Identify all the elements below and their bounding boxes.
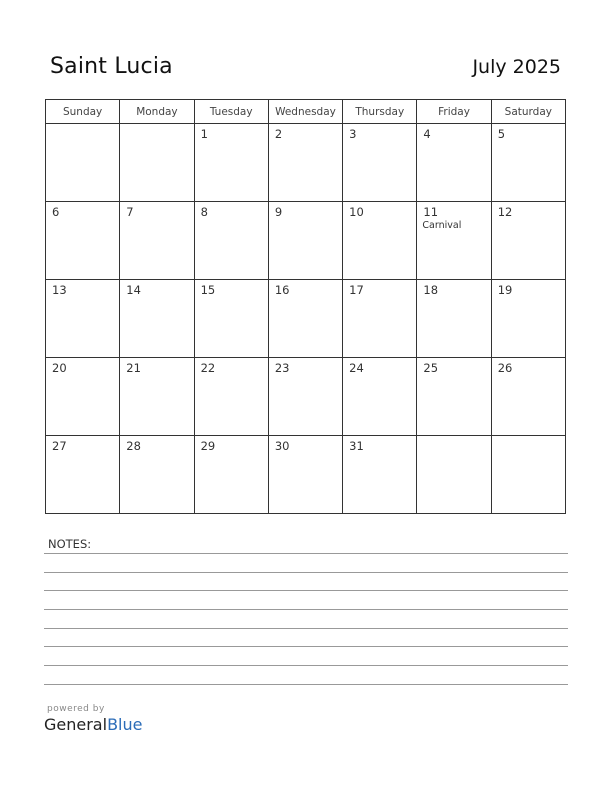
week-row bbox=[46, 124, 566, 202]
country-title: Saint Lucia bbox=[50, 54, 173, 79]
weekday-wednesday: Wednesday bbox=[268, 100, 342, 124]
day-cell bbox=[46, 280, 120, 358]
day-number: 26 bbox=[497, 361, 513, 375]
day-cell bbox=[46, 124, 120, 202]
day-cell-holiday bbox=[417, 202, 491, 280]
day-cell bbox=[194, 280, 268, 358]
notes-line bbox=[44, 684, 568, 685]
notes-line bbox=[44, 646, 568, 647]
week-row bbox=[46, 358, 566, 436]
day-cell bbox=[343, 202, 417, 280]
day-number: 30 bbox=[274, 439, 290, 453]
notes-line bbox=[44, 609, 568, 610]
day-number: 12 bbox=[497, 205, 513, 219]
day-cell bbox=[343, 124, 417, 202]
day-cell bbox=[194, 124, 268, 202]
day-number: 1 bbox=[200, 127, 208, 141]
notes-line bbox=[44, 665, 568, 666]
day-number: 7 bbox=[126, 205, 134, 219]
weekday-tuesday: Tuesday bbox=[194, 100, 268, 124]
day-number: 27 bbox=[52, 439, 67, 453]
day-number: 3 bbox=[349, 127, 357, 141]
day-number: 31 bbox=[349, 439, 364, 453]
day-number: 16 bbox=[274, 283, 290, 297]
week-row bbox=[46, 436, 566, 514]
brand-logo bbox=[44, 704, 142, 734]
notes-line bbox=[44, 628, 568, 629]
day-cell bbox=[194, 436, 268, 514]
day-cell bbox=[343, 436, 417, 514]
month-year-title: July 2025 bbox=[472, 56, 561, 78]
day-cell bbox=[417, 358, 491, 436]
day-cell bbox=[46, 358, 120, 436]
day-cell bbox=[120, 358, 194, 436]
day-number: 4 bbox=[423, 127, 431, 141]
weekday-monday: Monday bbox=[120, 100, 194, 124]
day-cell bbox=[491, 124, 565, 202]
day-number: 9 bbox=[274, 205, 283, 219]
weekday-friday: Friday bbox=[417, 100, 491, 124]
day-number: 2 bbox=[274, 127, 283, 141]
day-cell bbox=[417, 280, 491, 358]
weekday-saturday: Saturday bbox=[491, 100, 565, 124]
day-number: 11 bbox=[423, 205, 439, 219]
calendar-grid bbox=[45, 99, 566, 514]
day-cell bbox=[46, 436, 120, 514]
day-cell bbox=[120, 202, 194, 280]
notes-line bbox=[44, 572, 568, 573]
day-cell bbox=[491, 202, 565, 280]
brand-name-blue: Blue bbox=[107, 715, 143, 734]
day-cell bbox=[268, 280, 342, 358]
day-number: 5 bbox=[497, 127, 506, 141]
day-cell bbox=[120, 124, 194, 202]
day-number: 24 bbox=[349, 361, 364, 375]
brand-name bbox=[44, 715, 142, 734]
notes-line bbox=[44, 553, 568, 554]
day-cell bbox=[491, 436, 565, 514]
day-number: 17 bbox=[349, 283, 364, 297]
day-cell bbox=[194, 202, 268, 280]
notes-line bbox=[44, 590, 568, 591]
day-cell bbox=[194, 358, 268, 436]
day-cell bbox=[268, 202, 342, 280]
weekday-thursday: Thursday bbox=[343, 100, 417, 124]
day-cell bbox=[491, 280, 565, 358]
weekday-header-row bbox=[46, 100, 566, 124]
day-number: 10 bbox=[349, 205, 364, 219]
week-row bbox=[46, 202, 566, 280]
day-number: 19 bbox=[497, 283, 513, 297]
day-cell bbox=[417, 436, 491, 514]
day-cell bbox=[417, 124, 491, 202]
day-cell bbox=[343, 358, 417, 436]
day-cell bbox=[268, 436, 342, 514]
day-number: 25 bbox=[423, 361, 439, 375]
day-number: 29 bbox=[200, 439, 216, 453]
day-number: 23 bbox=[274, 361, 290, 375]
day-cell bbox=[46, 202, 120, 280]
day-cell bbox=[120, 436, 194, 514]
day-cell bbox=[268, 358, 342, 436]
day-number: 21 bbox=[126, 361, 141, 375]
day-number: 20 bbox=[52, 361, 67, 375]
day-number: 14 bbox=[126, 283, 141, 297]
day-number: 15 bbox=[200, 283, 216, 297]
day-number: 6 bbox=[52, 205, 60, 219]
week-row bbox=[46, 280, 566, 358]
day-number: 28 bbox=[126, 439, 141, 453]
holiday-label: Carnival bbox=[422, 220, 462, 231]
day-number: 22 bbox=[200, 361, 216, 375]
notes-label: NOTES: bbox=[48, 537, 92, 551]
day-number: 18 bbox=[423, 283, 439, 297]
day-number: 13 bbox=[52, 283, 67, 297]
day-cell bbox=[268, 124, 342, 202]
day-cell bbox=[120, 280, 194, 358]
weekday-sunday: Sunday bbox=[46, 100, 120, 124]
powered-by-text: powered by bbox=[47, 704, 105, 714]
day-cell bbox=[343, 280, 417, 358]
day-number: 8 bbox=[200, 205, 208, 219]
day-cell bbox=[491, 358, 565, 436]
brand-name-general: General bbox=[44, 715, 108, 734]
